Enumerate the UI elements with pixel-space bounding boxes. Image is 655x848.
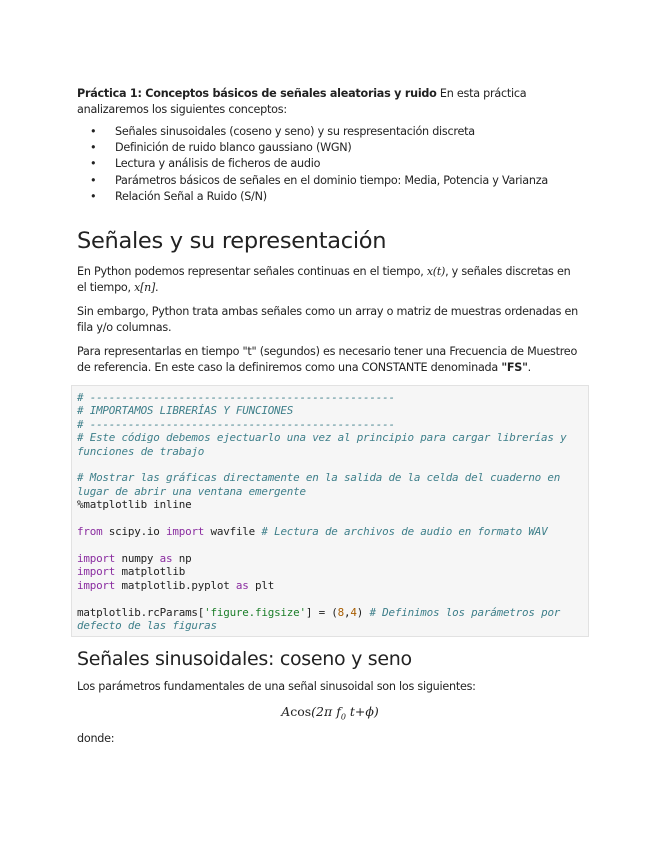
code-cell[interactable]: # ------------------------------------------------ # IMPORTAMOS LIBRERÍAS Y FUNCIONES # ------------------------------------------------ # Este código debemos ejectuarlo una vez al principio para cargar librerías y funciones de trabajo # Mostrar las gráficas directamente en la salida de la celda del cuaderno en lugar de abrir una ventana emergente %matplotlib inline from scipy.io import wavfile # Lectura de archivos de audio en formato WAV import numpy as np import matplotlib import matplotlib.pyplot as plt matplotlib.rcParams['figure.figsize'] = (8,4) # Definimos los parámetros por defecto de las figuras <box>71 385 589 637</box>
intro-title: Práctica 1: Conceptos básicos de señales aleatorias y ruido <box>77 87 437 100</box>
list-item: • Señales sinusoidales (coseno y seno) y su respresentación discreta <box>77 124 583 140</box>
bullet-icon: • <box>90 173 97 187</box>
fs-constant: "FS" <box>501 360 528 374</box>
signals-paragraph-2: Sin embargo, Python trata ambas señales como un array o matriz de muestras ordenadas en fila y/o columnas. <box>77 305 578 334</box>
bullet-icon: • <box>90 125 97 138</box>
concepts-list <box>77 124 583 205</box>
list-item: • Parámetros básicos de señales en el dominio tiempo: Media, Potencia y Varianza <box>77 173 583 189</box>
intro-paragraph <box>77 86 583 117</box>
section-heading-signals: Señales y su representación <box>77 228 387 255</box>
bullet-icon: • <box>90 141 97 155</box>
signals-paragraph-1: En Python podemos representar señales continuas en el tiempo, x(t), y señales discretas en el tiempo, x[n]. <box>77 265 571 294</box>
document-content <box>77 86 583 756</box>
intro-text: En esta práctica analizaremos los siguientes conceptos: <box>77 87 527 116</box>
bullet-icon: • <box>90 157 97 171</box>
list-item: • Lectura y análisis de ficheros de audio <box>77 156 583 172</box>
sinusoid-formula: Acos(2π $f_0$ t+ϕ) <box>281 703 379 722</box>
math-discrete-signal: x[n] <box>134 280 156 294</box>
list-item: • Definición de ruido blanco gaussiano (WGN) <box>77 140 583 156</box>
section-heading-sinusoidal: Señales sinusoidales: coseno y seno <box>77 648 412 671</box>
donde-label: donde: <box>77 732 115 746</box>
bullet-icon: • <box>90 189 97 203</box>
sinusoidal-paragraph: Los parámetros fundamentales de una señal sinusoidal son los siguientes: <box>77 680 476 694</box>
math-continuous-signal: x(t) <box>426 265 446 279</box>
signals-paragraph-3: Para representarlas en tiempo "t" (segundos) es necesario tener una Frecuencia de Muestreo de referencia. En este caso la definiremos como una CONSTANTE denominada "FS". <box>77 345 578 374</box>
list-item: • Relación Señal a Ruido (S/N) <box>77 189 583 205</box>
